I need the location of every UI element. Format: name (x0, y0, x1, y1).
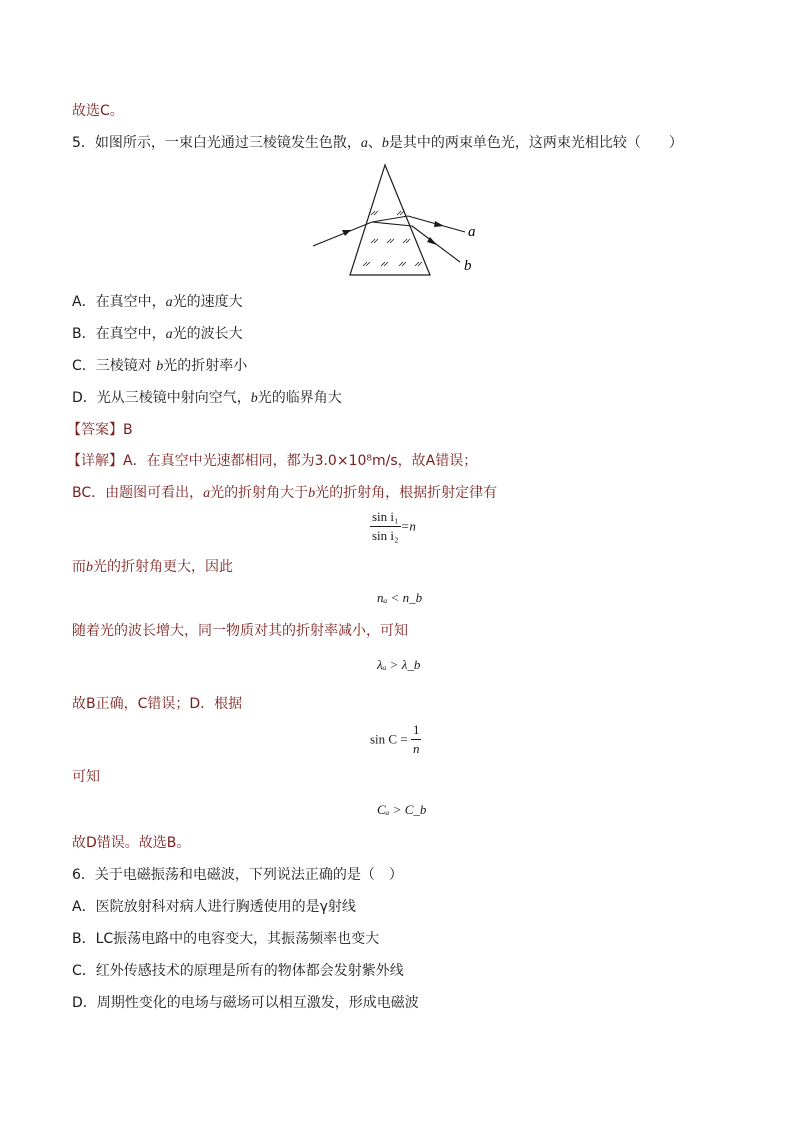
analysis-line-3-b: b (86, 560, 93, 575)
inner-ray-b (372, 222, 412, 226)
analysis-line-7: 故D错误。故选B。 (72, 835, 191, 851)
q5-answer: 【答案】B (67, 422, 133, 438)
incident-ray-arrow-icon (342, 230, 351, 236)
prism-dispersion-figure (305, 160, 495, 280)
analysis-line-2-b: b (308, 486, 316, 501)
q5-option-a (72, 292, 243, 313)
equation-critical-angle-fraction (411, 722, 422, 757)
q5-option-d-post: 光的临界角大 (257, 390, 342, 406)
analysis-heading: 【详解】 (67, 453, 123, 469)
q5-stem-part1: 5．如图所示，一束白光通过三棱镜发生色散， (72, 135, 361, 151)
prism-hatching (363, 211, 422, 266)
q5-option-a-post: 光的速度大 (172, 294, 243, 310)
analysis-line-2-post: 光的折射角，根据折射定律有 (315, 485, 498, 501)
equation-snell-rhs: =n (400, 518, 416, 534)
emergent-ray-a-arrow-icon (434, 221, 444, 227)
q5-option-b-var: a (165, 327, 173, 342)
q5-stem-b: b (381, 136, 389, 151)
equation-n-compare: nₐ < n_b (377, 590, 423, 605)
q6-stem: 6．关于电磁振荡和电磁波，下列说法正确的是（ ） (72, 867, 403, 883)
q5-option-d-pre: D．光从三棱镜中射向空气， (72, 390, 251, 406)
analysis-line-1-body: A．在真空中光速都相同，都为3.0×10⁸m/s，故A错误； (123, 453, 478, 469)
q5-option-b-post: 光的波长大 (172, 326, 243, 342)
fraction-bar (411, 739, 422, 740)
analysis-line-3-pre: 而 (72, 559, 86, 575)
q5-option-a-var: a (165, 295, 173, 310)
q5-option-d (72, 388, 342, 409)
q5-stem (72, 133, 683, 154)
equation-snell-denominator: sin i₂ (372, 528, 399, 543)
label-b: b (464, 258, 472, 274)
equation-critical-angle (370, 722, 421, 757)
analysis-line-2 (72, 483, 497, 504)
q5-option-c-post: 光的折射率小 (163, 358, 248, 374)
previous-conclusion: 故选C。 (72, 103, 124, 119)
analysis-line-3 (72, 557, 233, 578)
analysis-line-1 (67, 451, 477, 471)
q5-option-b-pre: B．在真空中， (72, 326, 166, 342)
equation-lambda-compare: λₐ > λ_b (377, 657, 421, 672)
analysis-line-2-pre: BC．由题图可看出， (72, 485, 204, 501)
analysis-line-3-post: 光的折射角更大，因此 (93, 559, 233, 575)
q5-stem-a: a (360, 136, 368, 151)
equation-snell-fraction (370, 509, 401, 544)
q5-option-c (72, 356, 247, 377)
inner-ray-a (372, 216, 408, 222)
q5-option-b (72, 324, 243, 345)
analysis-line-2-mid: 光的折射角大于 (210, 485, 309, 501)
q5-option-a-pre: A．在真空中， (72, 294, 166, 310)
analysis-line-2-a: a (203, 486, 211, 501)
q6-option-c: C．红外传感技术的原理是所有的物体都会发射紫外线 (72, 963, 404, 979)
equation-snell-numerator: sin i₁ (372, 509, 399, 524)
equation-c-compare: Cₐ > C_b (377, 802, 427, 817)
q5-option-c-pre: C．三棱镜对 (72, 358, 157, 374)
analysis-line-4: 随着光的波长增大，同一物质对其的折射率减小，可知 (72, 623, 408, 639)
q5-option-d-var: b (250, 391, 258, 406)
fraction-bar (370, 526, 401, 527)
equation-critical-angle-denominator: n (412, 741, 420, 756)
equation-critical-angle-numerator: 1 (412, 722, 420, 737)
label-a: a (468, 224, 476, 240)
equation-snell (370, 509, 416, 544)
q6-option-b: B．LC振荡电路中的电容变大，其振荡频率也变大 (72, 931, 380, 947)
q6-option-a: A．医院放射科对病人进行胸透使用的是γ射线 (72, 899, 356, 915)
q5-stem-part2: 、 (367, 135, 382, 151)
q5-option-c-var: b (156, 359, 164, 374)
prism-outline (350, 165, 430, 275)
q6-option-d: D．周期性变化的电场与磁场可以相互激发，形成电磁波 (72, 995, 419, 1011)
analysis-line-5: 故B正确，C错误；D．根据 (72, 696, 243, 712)
q5-stem-part3: 是其中的两束单色光，这两束光相比较（ ） (388, 135, 683, 151)
equation-critical-angle-lhs: sin C = (370, 731, 408, 747)
analysis-line-6: 可知 (72, 769, 100, 785)
